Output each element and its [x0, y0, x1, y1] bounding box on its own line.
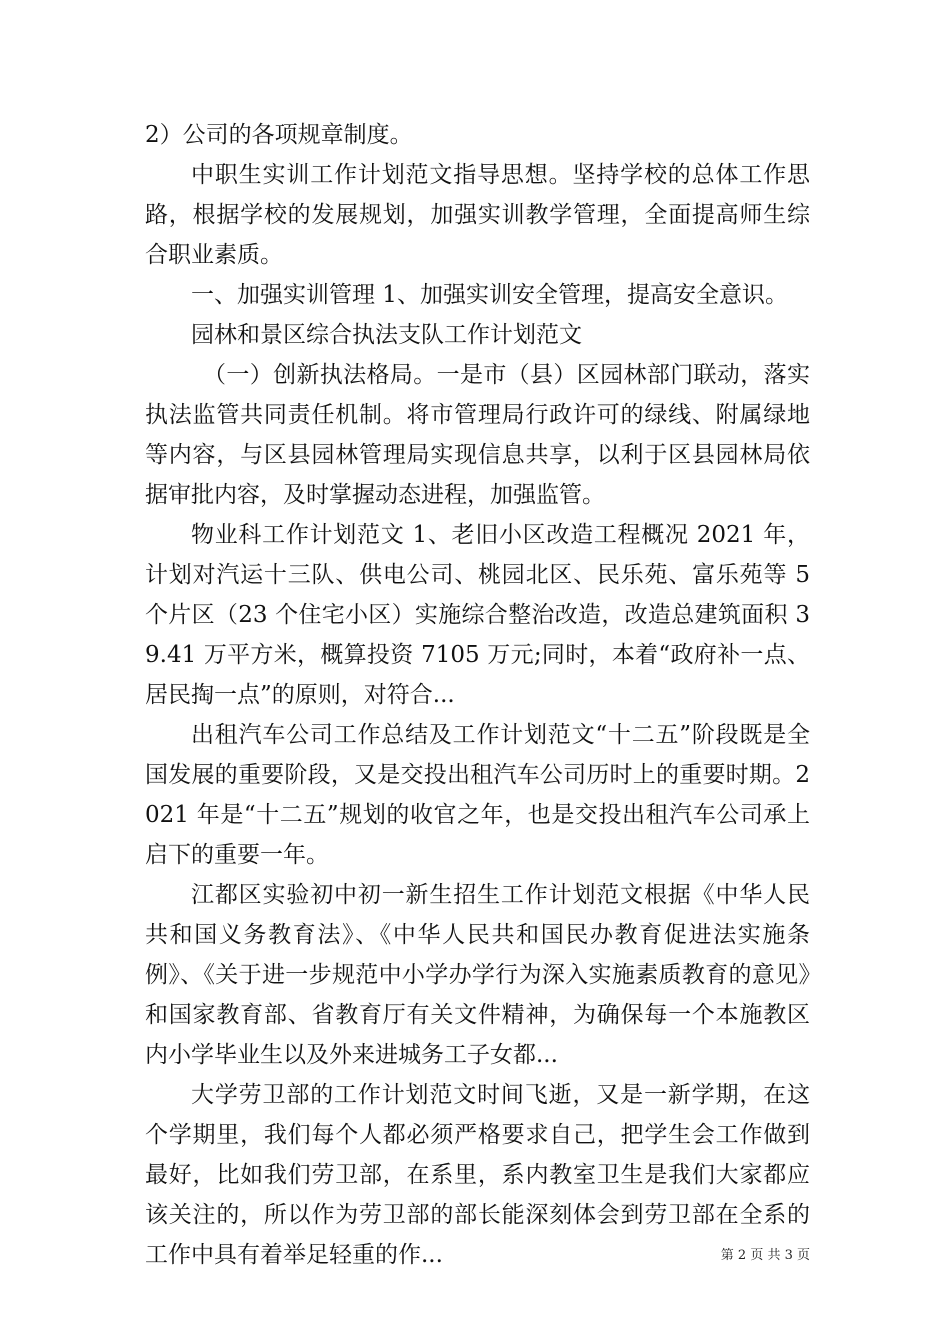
- paragraph-taxi-company-plan: 出租汽车公司工作总结及工作计划范文“十二五”阶段既是全国发展的重要阶段，又是交投出租汽车公司历时上的重要时期。2021 年是“十二五”规划的收官之年，也是交投出租汽车公司承上启下的重要一年。: [145, 722, 810, 868]
- paragraph-company-rules: 2）公司的各项规章制度。: [145, 122, 413, 148]
- page-number-footer: 第 2 页 共 3 页: [720, 1248, 810, 1263]
- paragraph-vocational-training-plan: 中职生实训工作计划范文指导思想。坚持学校的总体工作思路，根据学校的发展规划，加强实训教学管理，全面提高师生综合职业素质。: [145, 162, 810, 268]
- paragraph-enforcement-innovation: （一）创新执法格局。一是市（县）区园林部门联动，落实执法监管共同责任机制。将市管理局行政许可的绿线、附属绿地等内容，与区县园林管理局实现信息共享，以利于区县园林局依据审批内容，及时掌握动态进程，加强监管。: [145, 362, 810, 508]
- document-body: [145, 115, 810, 1275]
- paragraph-property-plan: 物业科工作计划范文 1、老旧小区改造工程概况 2021 年，计划对汽运十三队、供电公司、桃园北区、民乐苑、富乐苑等 5 个片区（23 个住宅小区）实施综合整治改造，改造总建筑面积 39.41 万平方米，概算投资 7105 万元;同时，本着“政府补一点、居民掏一点”的原则，对符合...: [145, 522, 810, 708]
- paragraph-garden-enforcement-title: 园林和景区综合执法支队工作计划范文: [191, 322, 582, 348]
- paragraph-enrollment-plan: 江都区实验初中初一新生招生工作计划范文根据《中华人民共和国义务教育法》、《中华人民共和国民办教育促进法实施条例》、《关于进一步规范中小学办学行为深入实施素质教育的意见》和国家教育部、省教育厅有关文件精神，为确保每一个本施教区内小学毕业生以及外来进城务工子女都...: [145, 882, 810, 1068]
- paragraph-training-management: 一、加强实训管理 1、加强实训安全管理，提高安全意识。: [191, 282, 788, 308]
- paragraph-labor-department-plan: 大学劳卫部的工作计划范文时间飞逝，又是一新学期，在这个学期里，我们每个人都必须严格要求自己，把学生会工作做到最好，比如我们劳卫部，在系里，系内教室卫生是我们大家都应该关注的，所以作为劳卫部的部长能深刻体会到劳卫部在全系的工作中具有着举足轻重的作...: [145, 1082, 810, 1268]
